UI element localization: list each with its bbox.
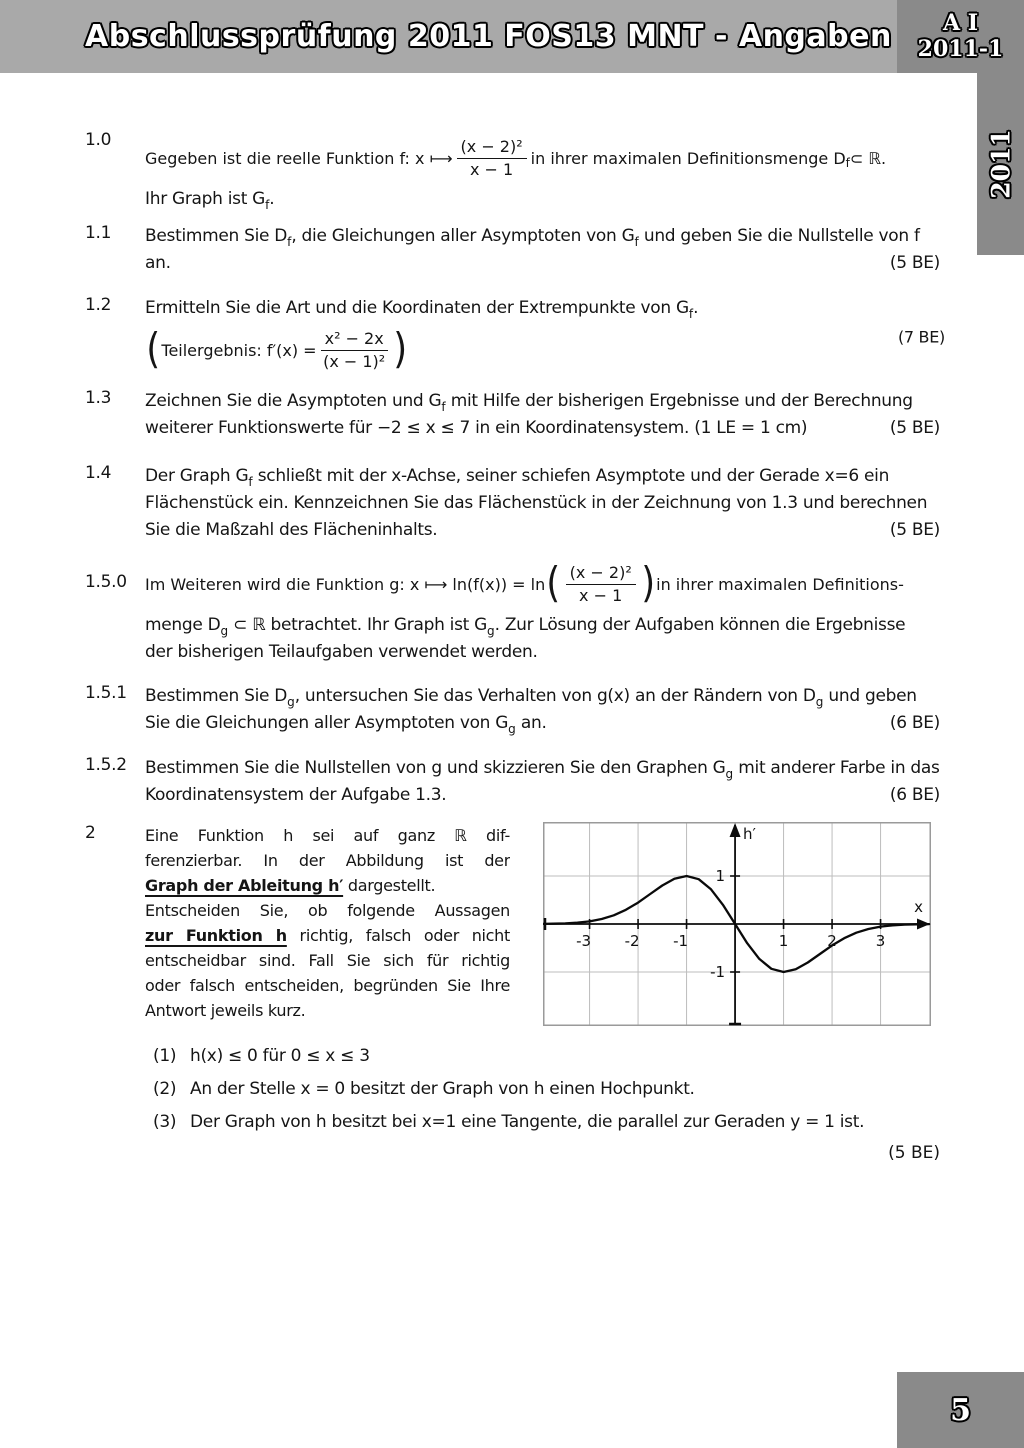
problem-body	[145, 463, 940, 544]
item-label: (3)	[153, 1112, 177, 1132]
fraction-denominator: x − 1	[579, 585, 623, 605]
item-text: Der Graph von h besitzt bei x=1 eine Tangente, die parallel zur Geraden y = 1 ist.	[190, 1112, 865, 1132]
text-run: Teilergebnis: f′(x) =	[161, 340, 317, 360]
text-run: Sie die Gleichungen aller Asymptoten von G	[145, 713, 509, 733]
paragraph-line	[145, 948, 510, 973]
text-run: oder falsch entscheiden, begründen Sie Ihre	[145, 976, 510, 995]
fraction	[566, 563, 636, 606]
page-number-box	[897, 1372, 1024, 1448]
side-year-tab	[977, 73, 1024, 255]
big-paren: (	[546, 557, 561, 607]
text-run: der bisherigen Teilaufgaben verwendet werden.	[145, 642, 538, 662]
subscript: f	[287, 235, 292, 249]
subscript: g	[287, 695, 295, 709]
text-line	[145, 250, 940, 277]
formula-line	[145, 322, 945, 378]
fraction	[457, 137, 527, 180]
paragraph-line	[145, 923, 510, 948]
statement-item	[153, 1073, 973, 1106]
points-badge: (6 BE)	[889, 785, 940, 805]
text-run: an.	[145, 253, 171, 273]
y-axis-arrow-icon	[730, 823, 741, 837]
paragraph-line	[145, 998, 510, 1023]
text-run: zur Funktion h	[145, 926, 287, 945]
text-line	[145, 223, 940, 250]
text-line	[145, 295, 940, 322]
subscript: g	[487, 624, 495, 638]
item-text: h(x) ≤ 0 für 0 ≤ x ≤ 3	[190, 1046, 370, 1066]
fraction-numerator: (x − 2)²	[457, 137, 527, 159]
problem-number: 1.4	[85, 463, 112, 483]
item-label: (2)	[153, 1079, 177, 1099]
problem-number: 2	[85, 823, 96, 843]
text-run: .	[693, 298, 699, 318]
text-line	[145, 782, 940, 809]
big-paren: )	[640, 557, 655, 607]
text-line	[145, 710, 940, 737]
problem-body	[145, 755, 940, 809]
y-tick-label: -1	[710, 963, 726, 981]
subscript: g	[725, 767, 734, 781]
big-paren: )	[392, 323, 407, 373]
points-badge: (5 BE)	[889, 418, 940, 438]
text-run: Der Graph G	[145, 466, 249, 486]
text-run: richtig, falsch oder nicht	[286, 926, 510, 945]
text-run: Entscheiden Sie, ob folgende Aussagen	[145, 901, 510, 920]
problem-number: 1.3	[85, 388, 112, 408]
text-run: , die Gleichungen aller Asymptoten von G	[291, 226, 635, 246]
problem-body	[145, 388, 940, 442]
text-run: menge D	[145, 615, 221, 635]
text-run: Zeichnen Sie die Asymptoten und G	[145, 391, 442, 411]
text-run: Antwort jeweils kurz.	[145, 1001, 306, 1020]
text-run: Im Weiteren wird die Funktion g: x ⟼ ln(f(x)) = ln	[145, 574, 546, 594]
text-run: weiterer Funktionswerte für −2 ≤ x ≤ 7 in ein Koordinatensystem. (1 LE = 1 cm)	[145, 418, 808, 438]
x-axis-title: x	[914, 898, 923, 916]
problem-number: 1.2	[85, 295, 112, 315]
problem-1.2	[85, 295, 945, 378]
big-paren: (	[146, 323, 161, 373]
points-badge: (7 BE)	[897, 327, 945, 346]
derivative-figure	[543, 822, 931, 1026]
problem-body	[145, 683, 940, 737]
text-run: Ermitteln Sie die Art und die Koordinaten der Extrempunkte von G	[145, 298, 689, 318]
problem-1.1	[85, 223, 945, 277]
y-tick-label: 1	[715, 867, 726, 885]
text-run: Koordinatensystem der Aufgabe 1.3.	[145, 785, 447, 805]
fraction-denominator: (x − 1)²	[323, 351, 386, 371]
text-run: an.	[515, 713, 547, 733]
text-run: mit Hilfe der bisherigen Ergebnisse und der Berechnung	[445, 391, 913, 411]
x-tick-label: 1	[778, 932, 789, 950]
text-line	[145, 388, 940, 415]
subscript: g	[815, 695, 824, 709]
problem-body	[145, 295, 945, 378]
fraction	[321, 329, 388, 372]
text-run: . Zur Lösung der Aufgaben können die Ergebnisse	[494, 615, 906, 635]
subscript: f	[688, 307, 694, 321]
text-line	[145, 415, 940, 442]
x-tick-label: 2	[827, 932, 837, 950]
text-run: und geben Sie die Nullstelle von f	[638, 226, 920, 246]
problem-1.5.2	[85, 755, 945, 809]
formula-line	[145, 130, 940, 186]
statement-items	[153, 1040, 973, 1139]
points-badge: (6 BE)	[889, 713, 940, 733]
corner-line2: 2011-1	[917, 35, 1004, 62]
text-run: in ihrer maximalen Definitions-	[656, 574, 904, 594]
text-run: Bestimmen Sie D	[145, 226, 288, 246]
problem-number: 1.1	[85, 223, 112, 243]
text-line	[145, 639, 940, 666]
text-line	[145, 612, 940, 639]
corner-line1: A I	[942, 10, 979, 37]
statement-item	[153, 1106, 973, 1139]
text-run: Graph der Ableitung h′	[145, 876, 344, 895]
text-run: entscheidbar sind. Fall Sie sich für richtig	[145, 951, 510, 970]
text-run: Bestimmen Sie D	[145, 686, 288, 706]
text-run: Bestimmen Sie die Nullstellen von g und skizzieren Sie den Graphen G	[145, 758, 726, 778]
text-line	[145, 490, 940, 517]
text-run: Ihr Graph ist G	[145, 189, 266, 209]
subscript: f	[248, 475, 253, 489]
text-run: in ihrer maximalen Definitionsmenge D	[530, 148, 846, 168]
side-year-label: 2011	[986, 129, 1015, 199]
problem-number: 1.5.1	[85, 683, 127, 703]
text-run: und geben	[823, 686, 917, 706]
item-text: An der Stelle x = 0 besitzt der Graph von h einen Hochpunkt.	[190, 1079, 695, 1099]
fraction-numerator: x² − 2x	[321, 329, 388, 351]
x-tick-label: -3	[576, 932, 592, 950]
problem-1.5.1	[85, 683, 945, 737]
paragraph-line	[145, 848, 510, 873]
problem-1.3	[85, 388, 945, 442]
text-run: ferenzierbar. In der Abbildung ist der	[145, 851, 510, 870]
problem-1.4	[85, 463, 945, 544]
y-axis-title: h′	[743, 825, 756, 843]
text-line	[145, 517, 940, 544]
points-badge: (5 BE)	[889, 520, 940, 540]
text-line	[145, 755, 940, 782]
problem-body	[145, 556, 940, 666]
item-label: (1)	[153, 1046, 177, 1066]
text-line	[145, 186, 940, 213]
text-run: ⊂ ℝ.	[849, 148, 887, 168]
x-tick-label: 3	[875, 932, 886, 950]
problem-1.5.0	[85, 556, 945, 666]
text-run: schließt mit der x-Achse, seiner schiefen Asymptote und der Gerade x=6 ein	[252, 466, 890, 486]
subscript: g	[508, 722, 516, 736]
subscript: f	[845, 156, 850, 170]
paragraph-line	[145, 823, 510, 848]
page-title: Abschlussprüfung 2011 FOS13 MNT - Angaben	[85, 19, 892, 54]
x-tick-label: -2	[624, 932, 640, 950]
problem-number: 1.0	[85, 130, 112, 150]
task2-points-badge: (5 BE)	[888, 1143, 940, 1163]
x-tick-label: -1	[673, 932, 689, 950]
problem-number: 1.5.2	[85, 755, 127, 775]
problem-1.0	[85, 130, 945, 213]
text-line	[145, 683, 940, 710]
subscript: f	[441, 400, 446, 414]
problem-body	[145, 223, 940, 277]
text-run: dargestellt.	[343, 876, 436, 895]
text-line	[145, 463, 940, 490]
points-badge: (5 BE)	[889, 253, 940, 273]
text-run: , untersuchen Sie das Verhalten von g(x) an der Rändern von D	[294, 686, 816, 706]
subscript: g	[220, 624, 229, 638]
page-number: 5	[950, 1392, 971, 1428]
text-run: mit anderer Farbe in das	[733, 758, 940, 778]
text-run: .	[269, 189, 275, 209]
problem-body	[145, 130, 940, 213]
paragraph-line	[145, 973, 510, 998]
text-run: Gegeben ist die reelle Funktion f: x ⟼	[145, 148, 453, 168]
text-run: Flächenstück ein. Kennzeichnen Sie das Flächenstück in der Zeichnung von 1.3 und berechnen	[145, 493, 928, 513]
corner-code-box	[897, 0, 1024, 73]
subscript: f	[634, 235, 639, 249]
text-run: Sie die Maßzahl des Flächeninhalts.	[145, 520, 438, 540]
statement-item	[153, 1040, 973, 1073]
fraction-numerator: (x − 2)²	[566, 563, 636, 585]
fraction-denominator: x − 1	[469, 159, 514, 179]
formula-line	[145, 556, 940, 612]
derivative-plot	[543, 822, 931, 1026]
paragraph-line	[145, 898, 510, 923]
text-run: Eine Funktion h sei auf ganz ℝ dif-	[145, 826, 510, 845]
subscript: f	[265, 198, 270, 212]
problem-number: 1.5.0	[85, 572, 127, 592]
text-run: ⊂ ℝ betrachtet. Ihr Graph ist G	[228, 615, 487, 635]
paragraph-line	[145, 873, 510, 898]
